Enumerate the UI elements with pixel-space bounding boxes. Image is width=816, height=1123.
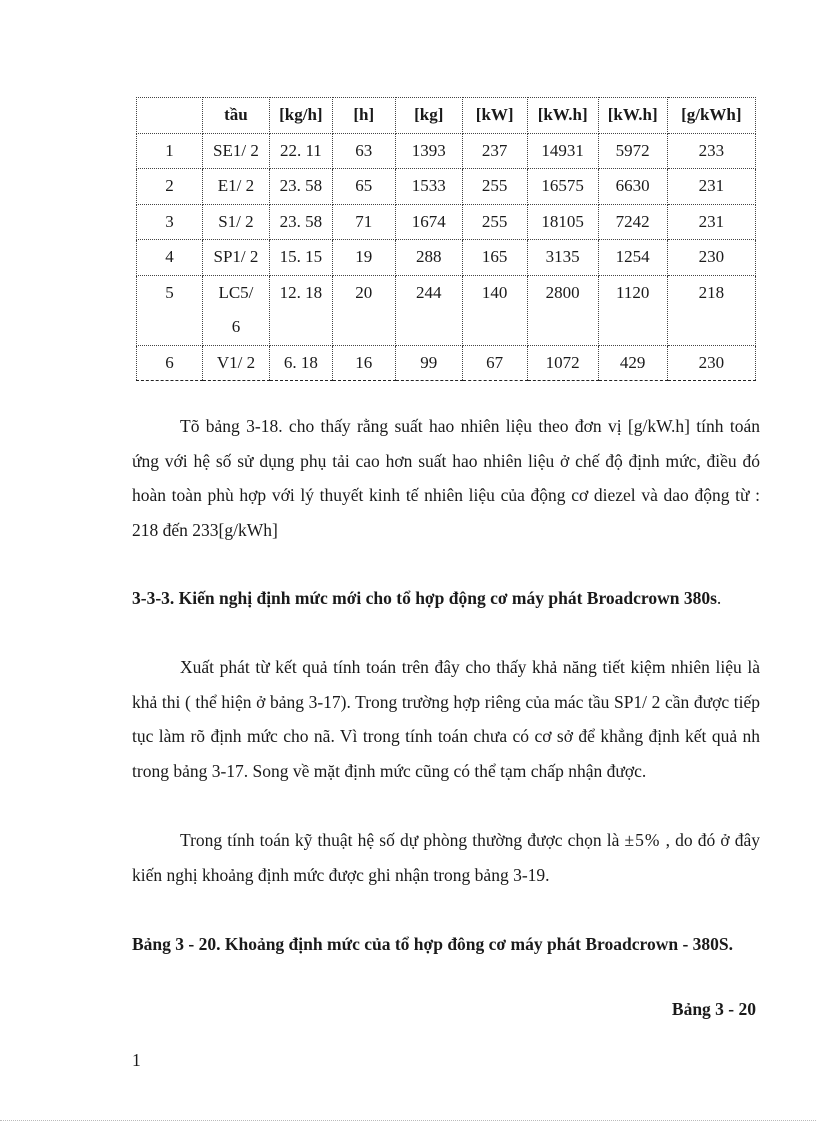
table-cell: 65 [332, 169, 395, 205]
column-header: tầu [202, 98, 269, 134]
table-3-20-title: Bảng 3 - 20. Khoảng định mức của tổ hợp đông cơ máy phát Broadcrown - 380S. [132, 934, 733, 954]
table-cell: 429 [598, 345, 667, 381]
table-header-row [137, 98, 756, 134]
table-cell: 140 [462, 275, 527, 345]
fuel-consumption-table [136, 97, 756, 381]
table-cell: 15. 15 [269, 240, 332, 276]
table-cell: 218 [667, 275, 755, 345]
table-cell: SP1/ 2 [202, 240, 269, 276]
table-cell: 231 [667, 204, 755, 240]
table-cell: 255 [462, 204, 527, 240]
table-cell: 16 [332, 345, 395, 381]
table-cell: 237 [462, 133, 527, 169]
table-row [137, 275, 756, 345]
column-header: [h] [332, 98, 395, 134]
table-cell: 23. 58 [269, 204, 332, 240]
table-row [137, 240, 756, 276]
table-row [137, 169, 756, 205]
table-cell: 288 [395, 240, 462, 276]
table-cell: 1533 [395, 169, 462, 205]
column-header: [kg/h] [269, 98, 332, 134]
table-cell: 244 [395, 275, 462, 345]
table-cell: 2800 [527, 275, 598, 345]
column-header: [kg] [395, 98, 462, 134]
paragraph-fuel-analysis: Tõ bảng 3-18. cho thấy rằng suất hao nhiên liệu theo đơn vị [g/kW.h] tính toán ứng với hệ số sử dụng phụ tải cao hơn suất hao nhiên liệu ở chế độ định mức, điều đó hoàn toàn phù hợp với lý thuyết kinh tế nhiên liệu của động cơ diezel và dao động từ : 218 đến 233[g/kWh] [132, 416, 760, 540]
table-row [137, 345, 756, 381]
column-header: [kW.h] [598, 98, 667, 134]
table-row [137, 204, 756, 240]
table-label: Bảng 3 - 20 [671, 999, 756, 1019]
table-cell: V1/ 2 [202, 345, 269, 381]
table-cell: SE1/ 2 [202, 133, 269, 169]
table-cell: 23. 58 [269, 169, 332, 205]
table-cell: 255 [462, 169, 527, 205]
column-header: [kW.h] [527, 98, 598, 134]
table-cell: 4 [137, 240, 203, 276]
table-cell: 230 [667, 345, 755, 381]
table-cell: 1120 [598, 275, 667, 345]
column-header [137, 98, 203, 134]
table-cell: 1674 [395, 204, 462, 240]
table-cell: 20 [332, 275, 395, 345]
table-row [137, 133, 756, 169]
paragraph-reserve-factor: Trong tính toán kỹ thuật hệ số dự phòng thường được chọn là ±5% , do đó ở đây kiến nghị khoảng định mức được ghi nhận trong bảng 3-19. [132, 830, 760, 885]
table-cell: 19 [332, 240, 395, 276]
table-cell: 6 [137, 345, 203, 381]
section-heading-3-3-3: 3-3-3. Kiến nghị định mức mới cho tổ hợp động cơ máy phát Broadcrown 380s. [132, 588, 722, 608]
table-cell: 1393 [395, 133, 462, 169]
table-cell: S1/ 2 [202, 204, 269, 240]
table-cell: 16575 [527, 169, 598, 205]
table-cell: 3135 [527, 240, 598, 276]
table-cell: 2 [137, 169, 203, 205]
table-cell: 1072 [527, 345, 598, 381]
table-cell: 99 [395, 345, 462, 381]
table-cell: 3 [137, 204, 203, 240]
table-cell: 71 [332, 204, 395, 240]
table-cell: 165 [462, 240, 527, 276]
table-cell: 18105 [527, 204, 598, 240]
table-cell: E1/ 2 [202, 169, 269, 205]
table-cell: 12. 18 [269, 275, 332, 345]
table-cell: 5972 [598, 133, 667, 169]
table-cell: 67 [462, 345, 527, 381]
table-cell: 6. 18 [269, 345, 332, 381]
table-cell: 233 [667, 133, 755, 169]
column-header: [kW] [462, 98, 527, 134]
table-cell: 63 [332, 133, 395, 169]
column-header: [g/kWh] [667, 98, 755, 134]
table-cell: 7242 [598, 204, 667, 240]
table-cell: 1 [137, 133, 203, 169]
table-cell: 22. 11 [269, 133, 332, 169]
table-cell: 1254 [598, 240, 667, 276]
table-cell: 231 [667, 169, 755, 205]
table-cell: 6630 [598, 169, 667, 205]
paragraph-recommendation: Xuất phát từ kết quả tính toán trên đây cho thấy khả năng tiết kiệm nhiên liệu là khả thi ( thể hiện ở bảng 3-17). Trong trường hợp riêng của mác tầu SP1/ 2 cần được tiếp tục làm rõ định mức cho nã. Vì trong tính toán chưa có cơ sở để khẳng định kết quả nh trong bảng 3-17. Song về mặt định mức cũng có thể tạm chấp nhận được. [132, 657, 760, 781]
footer-divider [0, 1120, 816, 1121]
table-cell: 14931 [527, 133, 598, 169]
table-cell: LC5/ 6 [202, 275, 269, 345]
plus-minus-value: ±5% [624, 830, 661, 850]
page-number: 1 [132, 1050, 141, 1070]
table-cell: 230 [667, 240, 755, 276]
table-cell: 5 [137, 275, 203, 345]
